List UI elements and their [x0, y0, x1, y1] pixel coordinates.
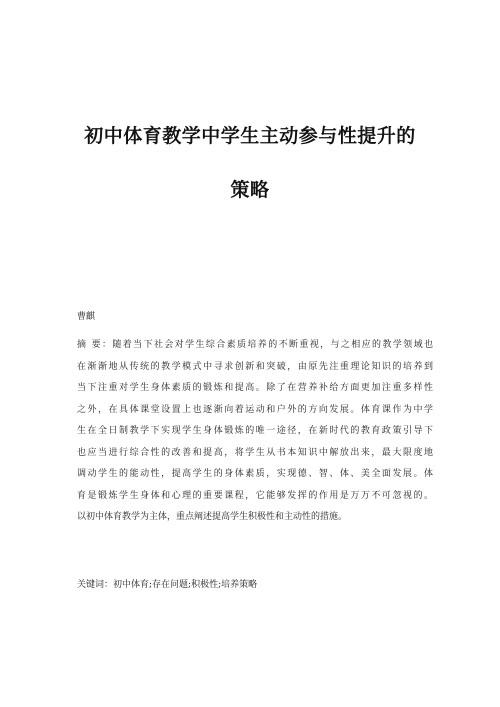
author-name: 曹麒 [77, 312, 96, 322]
keywords-line: 关键词：初中体育;存在问题;积极性;培养策略 [77, 580, 258, 590]
abstract-line: 以初中体育教学为主体，重点阐述提高学生积极性和主动性的措施。 [77, 512, 348, 522]
abstract-line: 育是锻炼学生身体和心理的重要课程，它能够发挥的作用是万万不可忽视的。 [77, 490, 433, 501]
abstract-line: 当下注重对学生身体素质的锻炼和提高。除了在营养补给方面更加注重多样性 [77, 383, 433, 393]
abstract-block [77, 335, 433, 529]
abstract-line: 生在全日制教学下实现学生身体锻炼的唯一途径，在新时代的教育政策引导下 [77, 426, 433, 436]
abstract-line: 也应当进行综合性的改善和提高，将学生从书本知识中解放出来，最大限度地 [77, 447, 433, 458]
abstract-line: 在渐渐地从传统的教学模式中寻求创新和突破，由原先注重理论知识的培养到 [77, 361, 433, 372]
abstract-line: 调动学生的能动性，提高学生的身体素质，实现德、智、体、美全面发展。体 [77, 469, 433, 479]
abstract-line: 摘 要：随着当下社会对学生综合素质培养的不断重视，与之相应的教学领域也 [77, 340, 433, 350]
document-title-line-2: 策略 [230, 179, 270, 201]
document-title-line-1: 初中体育教学中学生主动参与性提升的 [84, 125, 416, 147]
abstract-line: 之外，在具体课堂设置上也逐渐向着运动和户外的方向发展。体育课作为中学 [77, 404, 433, 415]
